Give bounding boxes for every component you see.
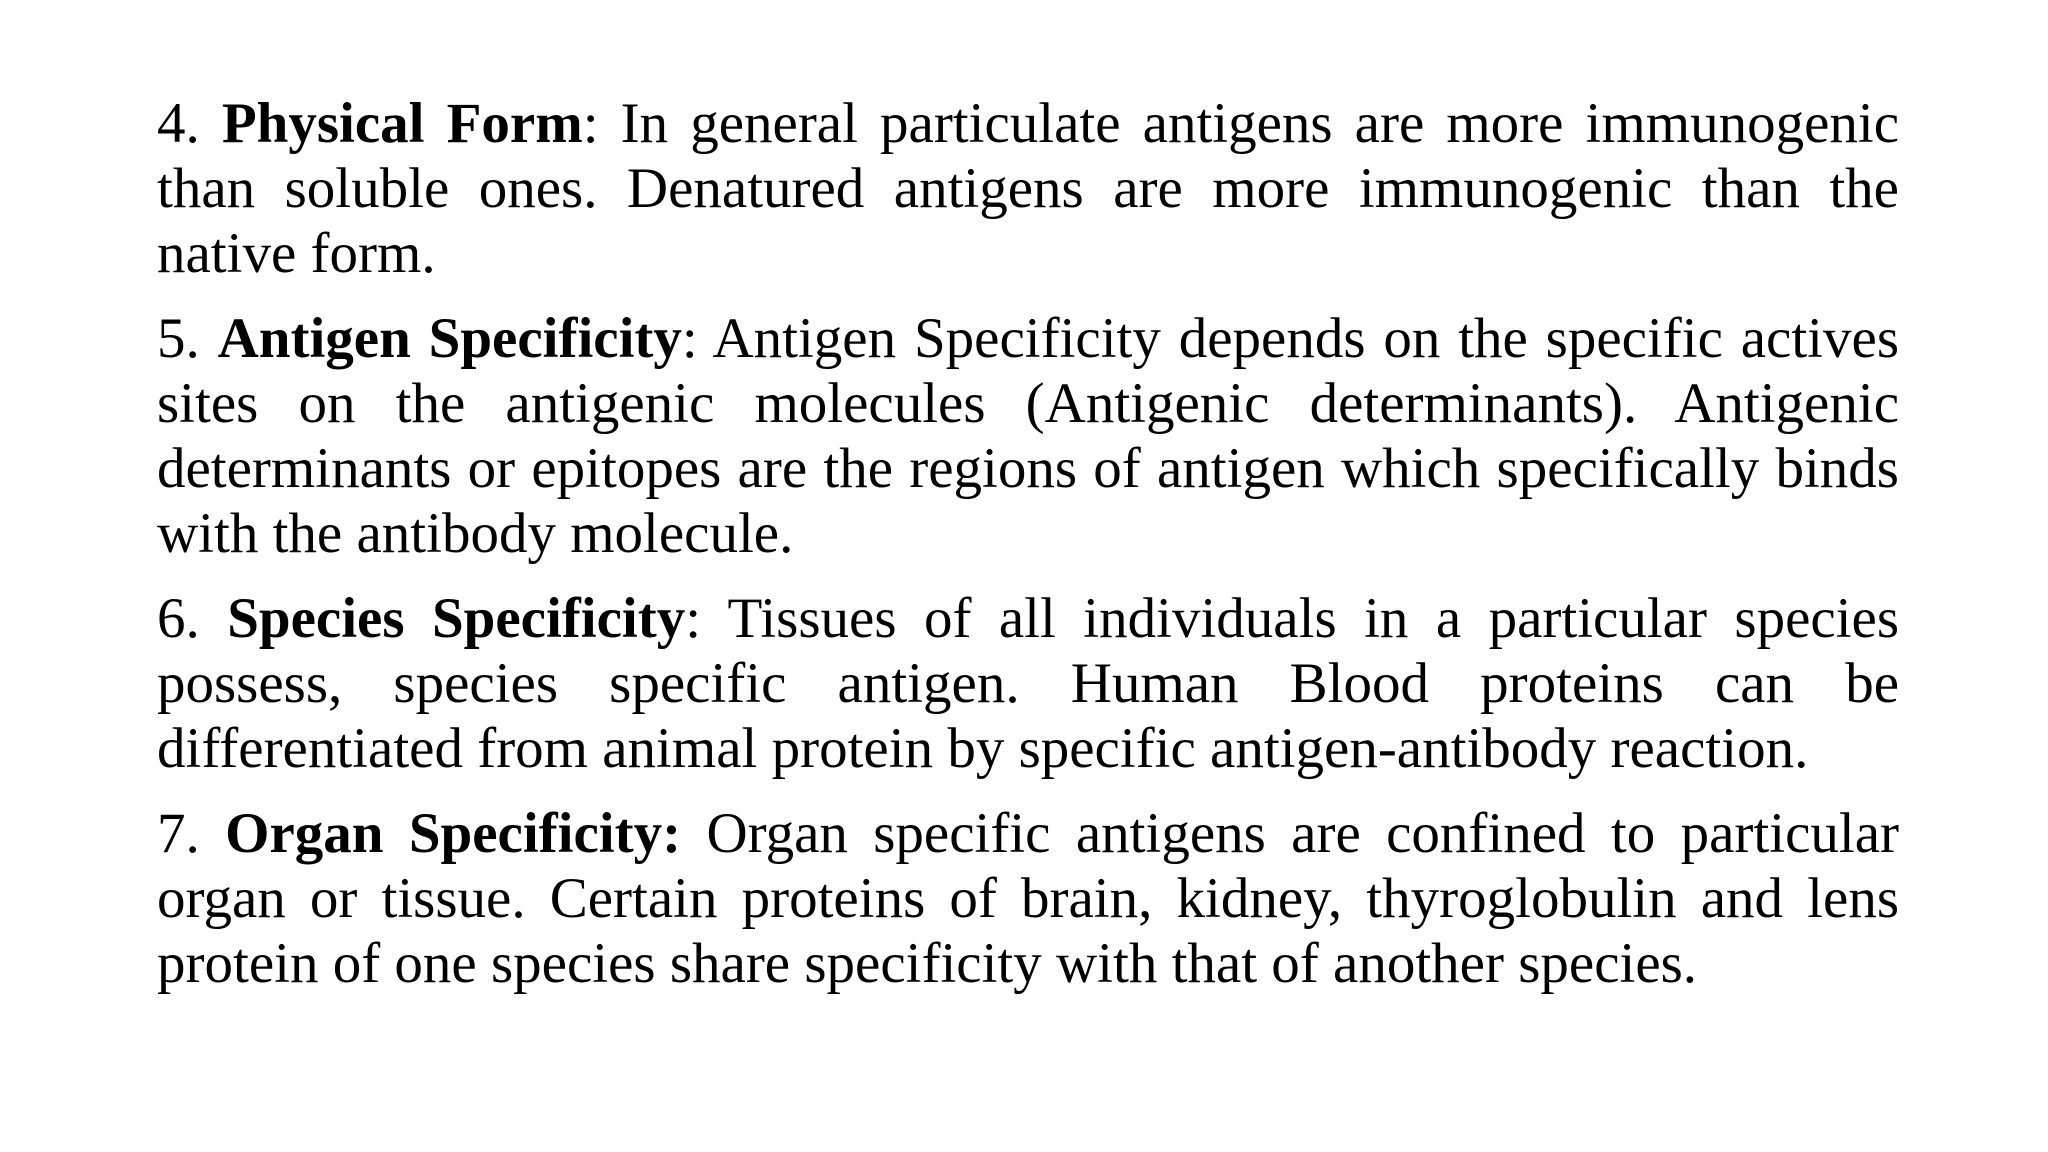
item-term: Species Specificity [227,587,686,650]
item-physical-form [157,91,1899,286]
item-term: Antigen Specificity [217,307,682,370]
item-body: Organ specific antigens are confined to particular organ or tissue. Certain proteins of brain, kidney, thyroglobulin and lens protein of one species share specificity with that of another species. [157,802,1900,995]
item-antigen-specificity [157,306,1899,566]
slide-body [157,91,1899,996]
item-number: 5. [157,307,218,370]
item-number: 7. [157,802,226,865]
item-organ-specificity [157,801,1899,996]
item-number: 6. [157,587,228,650]
item-separator: : [582,92,599,155]
item-separator: : [685,587,702,650]
item-body: In general particulate antigens are more immunogenic than soluble ones. Denatured antigens are more immunogenic than the native form. [157,92,1899,285]
item-body: Tissues of all individuals in a particular species possess, species specific antigen. Human Blood proteins can be differentiated from animal protein by specific antigen-antibody reaction. [157,587,1900,780]
item-species-specificity [157,586,1899,781]
item-term: Organ Specificity: [225,802,682,865]
item-separator: : [681,307,698,370]
item-number: 4. [157,92,222,155]
item-term: Physical Form [221,92,583,155]
item-body: Antigen Specificity depends on the specific actives sites on the antigenic molecules (Antigenic determinants). Antigenic determinants or epitopes are the regions of antigen which specifically binds with the antibody molecule. [157,307,1900,565]
